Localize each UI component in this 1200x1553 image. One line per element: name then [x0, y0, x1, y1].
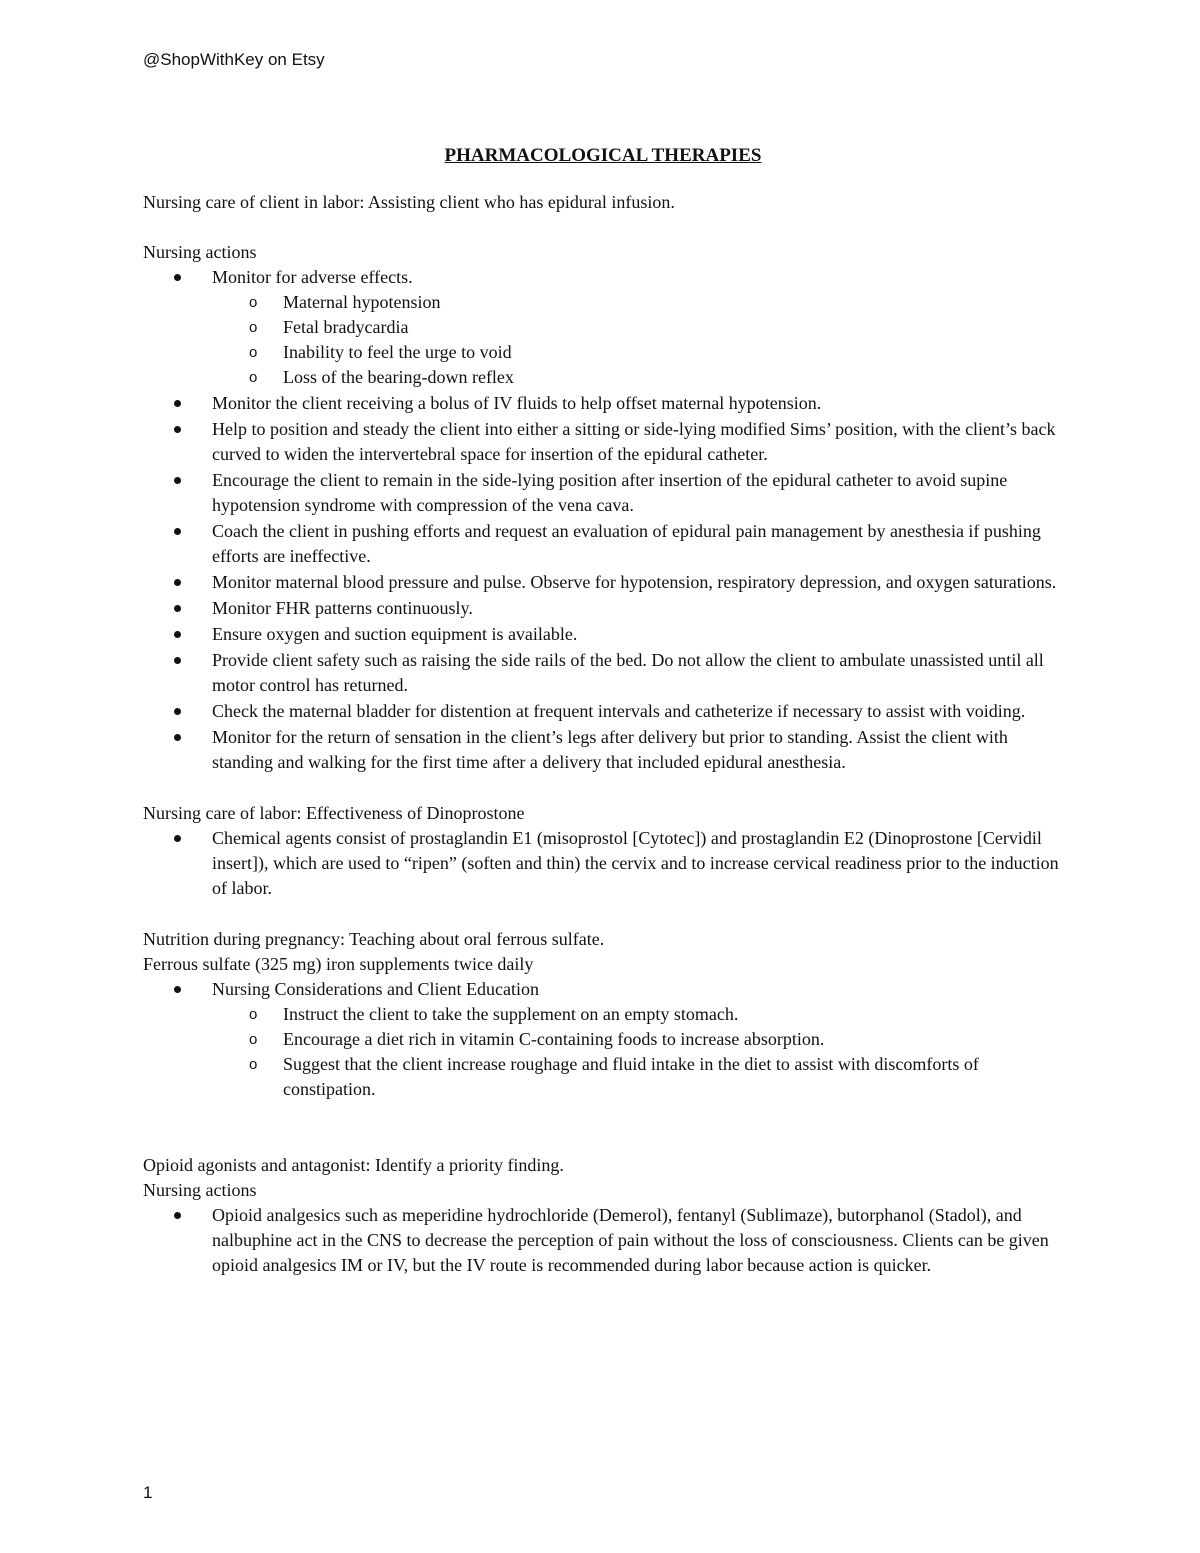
list-item — [143, 977, 1063, 1102]
sub-bullet-icon: o — [249, 1056, 258, 1073]
list-item — [143, 365, 1063, 390]
ferrous-considerations-list — [143, 1002, 1063, 1102]
list-item — [143, 570, 1063, 595]
section-heading-opioid: Opioid agonists and antagonist: Identify a priority finding. — [143, 1155, 564, 1175]
list-item-text: Suggest that the client increase roughage and fluid intake in the diet to assist with discomforts of constipation. — [283, 1054, 979, 1099]
list-item-text: Check the maternal bladder for distention at frequent intervals and catheterize if necessary to assist with voiding. — [212, 701, 1026, 721]
section-heading-dinoprostone: Nursing care of labor: Effectiveness of Dinoprostone — [143, 803, 525, 823]
list-item-text: Encourage a diet rich in vitamin C-containing foods to increase absorption. — [283, 1029, 825, 1049]
bullet-icon — [174, 274, 181, 281]
list-item — [143, 648, 1063, 698]
bullet-icon — [174, 986, 181, 993]
list-item-text: Provide client safety such as raising the side rails of the bed. Do not allow the client to ambulate unassisted until all motor control has returned. — [212, 650, 1044, 695]
sub-bullet-icon: o — [249, 1006, 258, 1023]
subheading-nursing-actions: Nursing actions — [143, 242, 257, 262]
list-item-text: Loss of the bearing-down reflex — [283, 367, 514, 387]
list-item-text: Fetal bradycardia — [283, 317, 409, 337]
list-item — [143, 1027, 1063, 1052]
list-item-text: Monitor for the return of sensation in the client’s legs after delivery but prior to standing. Assist the client with standing and walking for the first time after a delivery that included epidural anesthesia. — [212, 727, 1008, 772]
list-item-text: Instruct the client to take the supplement on an empty stomach. — [283, 1004, 739, 1024]
sub-bullet-icon: o — [249, 344, 258, 361]
section-heading-ferrous-sulfate: Nutrition during pregnancy: Teaching about oral ferrous sulfate. — [143, 929, 605, 949]
list-item-text: Monitor the client receiving a bolus of IV fluids to help offset maternal hypotension. — [212, 393, 822, 413]
opioid-list — [143, 1203, 1063, 1278]
sub-bullet-icon: o — [249, 1031, 258, 1048]
page-number: 1 — [143, 1483, 153, 1502]
list-item — [143, 468, 1063, 518]
page-title: PHARMACOLOGICAL THERAPIES — [444, 145, 762, 166]
list-item — [143, 699, 1063, 724]
list-item-text: Maternal hypotension — [283, 292, 441, 312]
section-heading-epidural: Nursing care of client in labor: Assisting client who has epidural infusion. — [143, 192, 675, 212]
list-item-text: Monitor for adverse effects. — [212, 267, 413, 287]
bullet-icon — [174, 579, 181, 586]
list-item — [143, 315, 1063, 340]
list-item — [143, 826, 1063, 901]
list-item-text: Monitor FHR patterns continuously. — [212, 598, 473, 618]
bullet-icon — [174, 657, 181, 664]
header-note: @ShopWithKey on Etsy — [143, 50, 325, 69]
bullet-icon — [174, 708, 181, 715]
bullet-icon — [174, 477, 181, 484]
list-item — [143, 290, 1063, 315]
list-item — [143, 1052, 1063, 1102]
bullet-icon — [174, 1212, 181, 1219]
list-item-text: Inability to feel the urge to void — [283, 342, 512, 362]
list-item-text: Ensure oxygen and suction equipment is available. — [212, 624, 578, 644]
list-item — [143, 725, 1063, 775]
list-item-text: Coach the client in pushing efforts and request an evaluation of epidural pain management by anesthesia if pushing efforts are ineffective. — [212, 521, 1041, 566]
list-item — [143, 596, 1063, 621]
list-item — [143, 622, 1063, 647]
list-item-text: Monitor maternal blood pressure and pulse. Observe for hypotension, respiratory depression, and oxygen saturations. — [212, 572, 1057, 592]
list-item-text: Nursing Considerations and Client Education — [212, 979, 539, 999]
bullet-icon — [174, 605, 181, 612]
sub-bullet-icon: o — [249, 319, 258, 336]
bullet-icon — [174, 426, 181, 433]
dinoprostone-list — [143, 826, 1063, 901]
list-item — [143, 519, 1063, 569]
bullet-icon — [174, 528, 181, 535]
subheading-nursing-actions: Nursing actions — [143, 1180, 257, 1200]
bullet-icon — [174, 734, 181, 741]
list-item — [143, 391, 1063, 416]
list-item — [143, 1002, 1063, 1027]
bullet-icon — [174, 835, 181, 842]
list-item-text: Encourage the client to remain in the side-lying position after insertion of the epidural catheter to avoid supine hypotension syndrome with compression of the vena cava. — [212, 470, 1008, 515]
list-item-text: Help to position and steady the client into either a sitting or side-lying modified Sims’ position, with the client’s back curved to widen the intervertebral space for insertion of the epidural catheter. — [212, 419, 1056, 464]
document-body — [143, 143, 1063, 1279]
sub-bullet-icon: o — [249, 294, 258, 311]
list-item — [143, 417, 1063, 467]
ferrous-list — [143, 977, 1063, 1102]
bullet-icon — [174, 400, 181, 407]
sub-bullet-icon: o — [249, 369, 258, 386]
list-item-text: Chemical agents consist of prostaglandin E1 (misoprostol [Cytotec]) and prostaglandin E2 (Dinoprostone [Cervidil insert]), which are used to “ripen” (soften and thin) the cervix and to increase cervical readiness prior to the induction of labor. — [212, 828, 1059, 898]
list-item — [143, 1203, 1063, 1278]
bullet-icon — [174, 631, 181, 638]
list-item — [143, 340, 1063, 365]
adverse-effects-list — [143, 290, 1063, 390]
epidural-action-list — [143, 265, 1063, 775]
ferrous-dose-line: Ferrous sulfate (325 mg) iron supplements twice daily — [143, 954, 534, 974]
list-item — [143, 265, 1063, 390]
list-item-text: Opioid analgesics such as meperidine hydrochloride (Demerol), fentanyl (Sublimaze), butorphanol (Stadol), and nalbuphine act in the CNS to decrease the perception of pain without the loss of consciousness. Clients can be given opioid analgesics IM or IV, but the IV route is recommended during labor because action is quicker. — [212, 1205, 1049, 1275]
